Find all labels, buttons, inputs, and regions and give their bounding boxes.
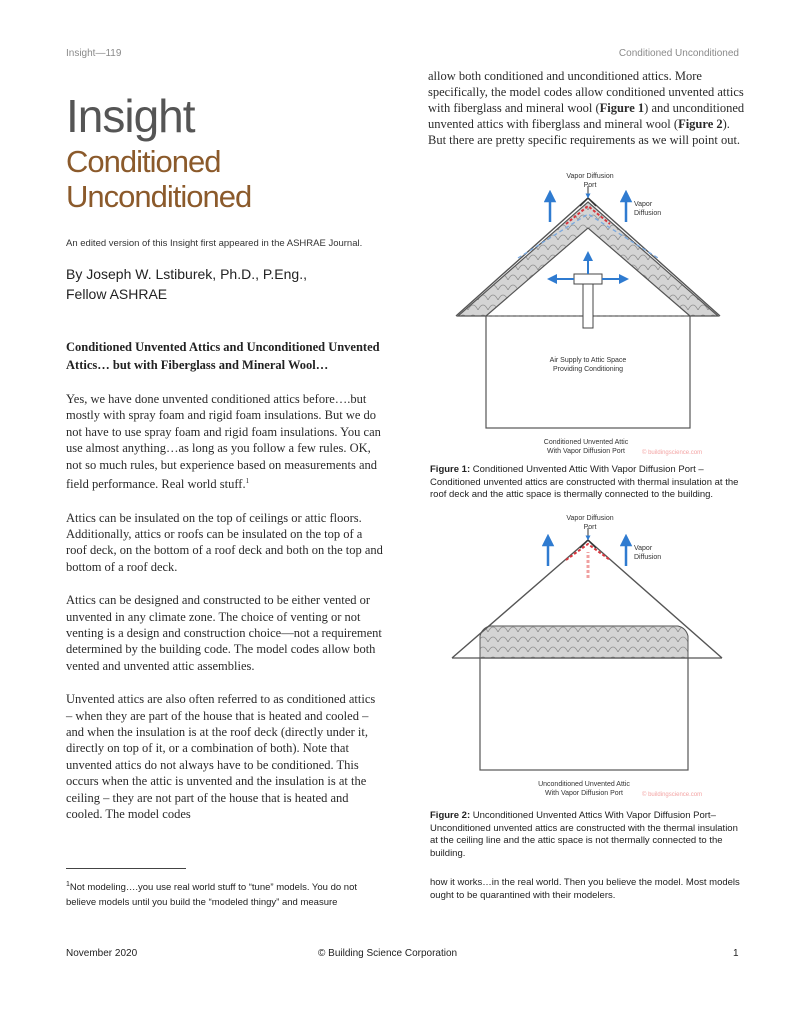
right-text-part-2: ) and unconditioned unvented attics with fiberglass and mineral wool ( xyxy=(428,101,745,131)
right-text-part-1: allow both conditioned and unconditioned attics. More specifically, the model codes allow conditioned unvented attics with fiberglass and mineral wool ( xyxy=(428,69,744,115)
supply-duct-stem xyxy=(583,284,593,328)
fig2-label-diffusion: Vapor Diffusion xyxy=(634,545,662,561)
figure-1-diagram xyxy=(428,170,748,460)
footnote-rule xyxy=(66,868,186,869)
supply-duct-head xyxy=(574,274,602,284)
paragraph-4: Unvented attics are also often referred to as conditioned attics – when they are part of the house that is heated and cooled – and when the insulation is at the roof deck (directly under it, directly on top of it, or a combination of both). Note that unvented attics do not always have to be conditioned. This occurs when the attic is unvented and the insulation is at the ceiling – they are not part of the house that is heated and cooled. The model codes xyxy=(66,692,376,822)
paragraph-1-text: Yes, we have done unvented conditioned attics before….but mostly with spray foam and rigid foam insulations. But we do not have to use spray foam and rigid foam insulations. You can use almost anything…as long as you follow a few rules. OK, not so much rules, but experience based on measurements and field performance. Real world stuff. xyxy=(66,392,381,492)
figure-2-caption-label: Figure 2: xyxy=(430,810,471,821)
fig2-label-port: Vapor Diffusion Port xyxy=(566,515,614,531)
fig1-label-port: Vapor Diffusion Port xyxy=(566,173,614,189)
publication-note: An edited version of this Insight first appeared in the ASHRAE Journal. xyxy=(66,238,363,249)
page-title: Insight xyxy=(66,90,195,142)
fig1-label-bottom: Conditioned Unvented Attic With Vapor Diffusion Port xyxy=(543,439,629,455)
footnote xyxy=(66,877,386,910)
figure-1-caption xyxy=(430,464,746,502)
subtitle-line-2: Unconditioned xyxy=(66,179,252,214)
footnote-marker: 1 xyxy=(245,477,250,486)
fig1-label-diffusion: Vapor Diffusion xyxy=(634,201,662,217)
figure-1-reference[interactable]: Figure 1 xyxy=(599,101,645,115)
fig1-label-supply: Air Supply to Attic Space Providing Conditioning xyxy=(549,357,627,373)
byline-author: By Joseph W. Lstiburek, Ph.D., P.Eng., xyxy=(66,266,307,282)
byline-title: Fellow ASHRAE xyxy=(66,286,168,302)
running-header-right: Conditioned Unconditioned xyxy=(618,48,739,59)
subtitle-line-1: Conditioned xyxy=(66,144,221,179)
running-header-left: Insight—119 xyxy=(66,48,122,59)
figure-2-caption xyxy=(430,810,746,860)
byline xyxy=(66,264,384,304)
ceiling-insulation xyxy=(480,626,688,658)
footnote-continuation: how it works…in the real world. Then you believe the model. Most models ought to be quarantined with their modelers. xyxy=(430,877,740,901)
footnote-text: Not modeling….you use real world stuff to “tune” models. You do not believe models until you build the “modeled thingy” and measure xyxy=(66,882,358,909)
figure-2-reference[interactable]: Figure 2 xyxy=(678,117,723,131)
house-walls-2 xyxy=(480,658,688,770)
figure-1-caption-text: Conditioned Unvented Attic With Vapor Diffusion Port – Conditioned unvented attics are constructed with thermal insulation at the roof deck and the attic space is thermally connected to the building. xyxy=(430,464,739,500)
paragraph-2: Attics can be insulated on the top of ceilings or attic floors. Additionally, attics or roofs can be insulated on the top of a roof deck, on the bottom of a roof deck and both on the top and bottom of a roof deck. xyxy=(66,510,383,574)
page-number: 1 xyxy=(733,948,739,959)
section-heading: Conditioned Unvented Attics and Unconditioned Unvented Attics… but with Fiberglass and Mineral Wool… xyxy=(66,340,380,372)
figure-2-diagram xyxy=(428,512,748,802)
right-column-text xyxy=(428,68,746,148)
figure-1-caption-label: Figure 1: xyxy=(430,464,471,475)
footer-copyright: © Building Science Corporation xyxy=(318,948,458,959)
figure-2-caption-text: Unconditioned Unvented Attics With Vapor Diffusion Port– Unconditioned unvented attics are constructed with the thermal insulation at the ceiling line and the attic space is not thermally connected to the building. xyxy=(430,810,738,859)
left-column xyxy=(66,86,384,823)
paragraph-1 xyxy=(66,391,384,493)
footer-date: November 2020 xyxy=(66,948,138,959)
paragraph-3: Attics can be designed and constructed to be either vented or unvented in any climate zone. The choice of venting or not venting is a design and construction choice—not a requirement determined by the building code. The model codes allow both vented and unvented attic assemblies. xyxy=(66,593,382,673)
right-text-part-3: ). But there are pretty specific requirements as we will point out. xyxy=(428,117,741,147)
footnote-number: 1 xyxy=(66,881,70,888)
fig2-label-bottom: Unconditioned Unvented Attic With Vapor Diffusion Port xyxy=(538,781,630,797)
fig2-watermark: © buildingscience.com xyxy=(642,792,703,798)
fig1-watermark: © buildingscience.com xyxy=(642,450,703,456)
